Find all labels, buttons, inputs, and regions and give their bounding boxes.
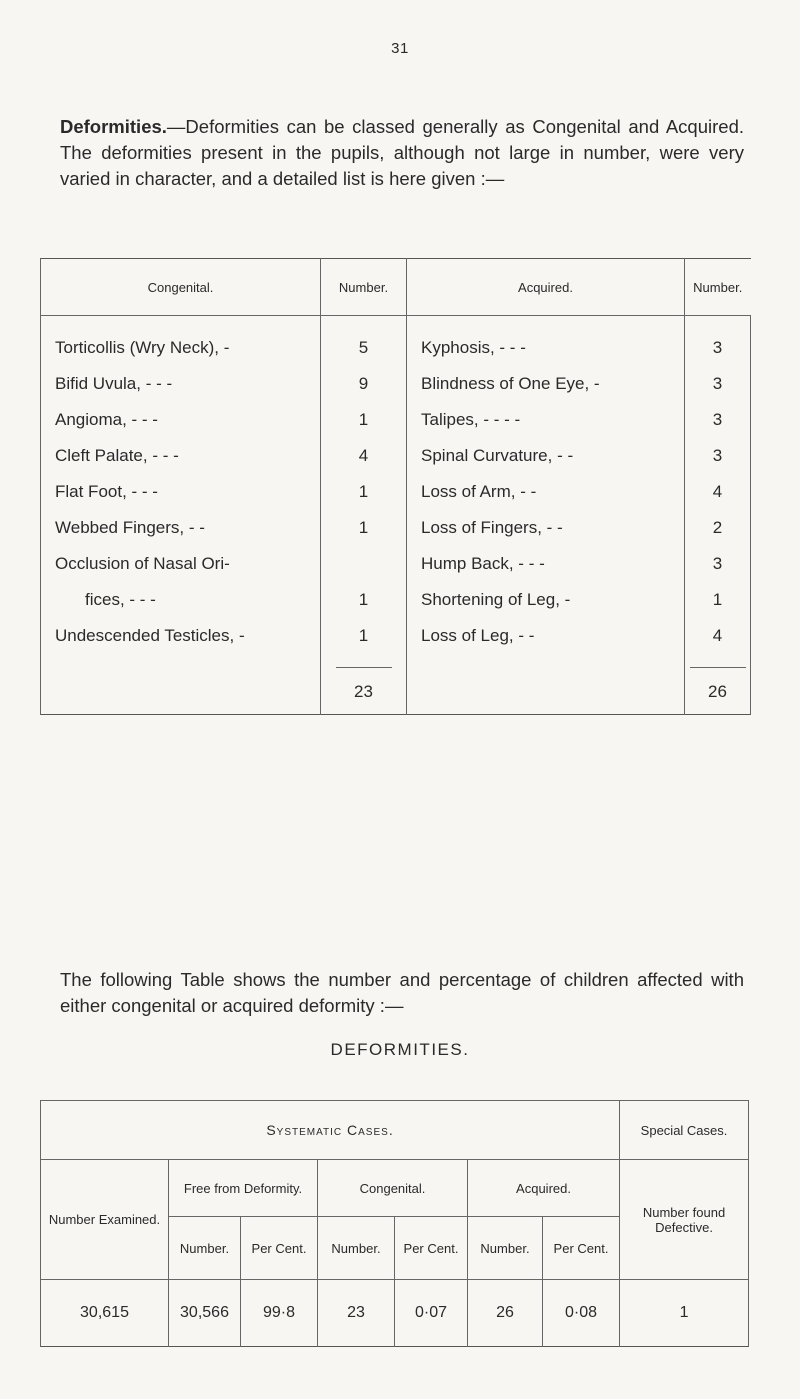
congenital-percent-header: Per Cent. [395,1217,468,1280]
examined-value: 30,615 [41,1280,169,1347]
congenital-group-header: Congenital. [318,1160,468,1217]
table-row [41,582,751,618]
congenital-percent-value: 0·07 [395,1280,468,1347]
acquired-count: 3 [685,366,751,402]
table-row [41,510,751,546]
acquired-condition: Talipes, - - - - [407,402,685,438]
acquired-total: 26 [685,654,751,715]
congenital-count: 5 [321,316,407,367]
table2-title: DEFORMITIES. [330,1040,470,1059]
page-number: 31 [391,40,409,57]
congenital-number-header: Number. [321,259,407,316]
congenital-count: 1 [321,474,407,510]
acquired-number-value: 26 [468,1280,543,1347]
free-number-header: Number. [169,1217,241,1280]
totals-row [41,654,751,715]
intro-paragraph [60,114,744,192]
acquired-count: 3 [685,438,751,474]
special-number-value: 1 [620,1280,749,1347]
congenital-condition: Webbed Fingers, - - [41,510,321,546]
acquired-percent-header: Per Cent. [543,1217,620,1280]
acquired-group-header: Acquired. [468,1160,620,1217]
congenital-number-value: 23 [318,1280,395,1347]
acquired-count: 4 [685,618,751,654]
intro-lead: Deformities. [60,115,167,137]
congenital-condition: Cleft Palate, - - - [41,438,321,474]
acquired-count: 3 [685,402,751,438]
number-examined-header: Number Examined. [41,1160,169,1280]
acquired-condition: Hump Back, - - - [407,546,685,582]
congenital-count: 1 [321,510,407,546]
congenital-total: 23 [321,654,407,715]
congenital-count: 4 [321,438,407,474]
congenital-header: Congenital. [41,259,321,316]
acquired-number-header: Number. [468,1217,543,1280]
congenital-condition: Undescended Testicles, - [41,618,321,654]
free-percent-value: 99·8 [241,1280,318,1347]
intro-text: —Deformities can be classed generally as Congenital and Acquired. The deformities present in the pupils, although not large in number, were very varied in character, and a detailed list is here given :— [60,115,744,189]
acquired-condition: Loss of Arm, - - [407,474,685,510]
congenital-condition: Torticollis (Wry Neck), - [41,316,321,367]
acquired-count: 4 [685,474,751,510]
acquired-count: 2 [685,510,751,546]
congenital-condition: Angioma, - - - [41,402,321,438]
congenital-count: 1 [321,582,407,618]
table-row [41,546,751,582]
free-number-value: 30,566 [169,1280,241,1347]
table-row [41,474,751,510]
number-found-defective-header: Number found Defective. [620,1160,749,1280]
second-paragraph: The following Table shows the number and percentage of children affected with either congenital or acquired deformity :— [60,968,744,1016]
acquired-condition: Kyphosis, - - - [407,316,685,367]
congenital-count: 1 [321,402,407,438]
table-row [41,618,751,654]
table-row [41,438,751,474]
acquired-percent-value: 0·08 [543,1280,620,1347]
congenital-number-header: Number. [318,1217,395,1280]
congenital-condition: Occlusion of Nasal Ori- [41,546,321,582]
congenital-condition: Flat Foot, - - - [41,474,321,510]
congenital-count: 9 [321,366,407,402]
free-from-deformity-header: Free from Deformity. [169,1160,318,1217]
table-row [41,402,751,438]
congenital-count [321,546,407,582]
table-row [41,1280,749,1347]
acquired-count: 3 [685,546,751,582]
systematic-cases-header: Systematic Cases. [41,1101,620,1160]
acquired-condition: Shortening of Leg, - [407,582,685,618]
table-row [41,366,751,402]
acquired-number-header: Number. [685,259,751,316]
acquired-condition: Loss of Leg, - - [407,618,685,654]
acquired-condition: Spinal Curvature, - - [407,438,685,474]
acquired-count: 3 [685,316,751,367]
acquired-condition: Loss of Fingers, - - [407,510,685,546]
table-row [41,316,751,367]
free-percent-header: Per Cent. [241,1217,318,1280]
acquired-condition: Blindness of One Eye, - [407,366,685,402]
congenital-condition: fices, - - - [41,582,321,618]
congenital-condition: Bifid Uvula, - - - [41,366,321,402]
table1-header-row [41,259,751,316]
special-cases-header: Special Cases. [620,1101,749,1160]
acquired-header: Acquired. [407,259,685,316]
congenital-count: 1 [321,618,407,654]
acquired-count: 1 [685,582,751,618]
deformities-summary-table [40,1100,749,1347]
deformities-list-table [40,258,751,715]
